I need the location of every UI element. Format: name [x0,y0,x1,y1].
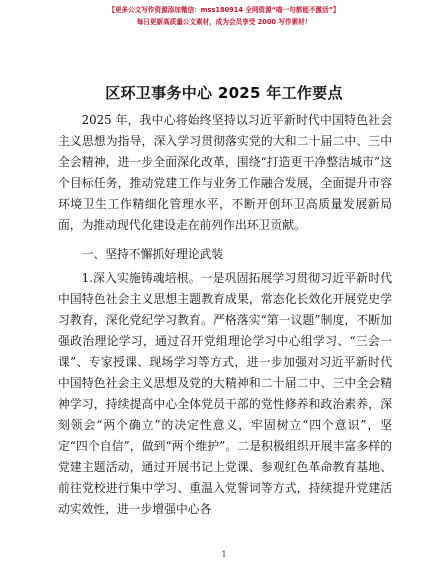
document-body [58,110,392,520]
promo-banner-line-1: 【更多公文写作资源添加微信：mss180914 全网资源“喵一句都能不激活”】 [108,6,340,14]
page-number: 1 [221,550,227,559]
section-heading: 一、坚持不懈抓好理论武装 [81,247,224,261]
intro-paragraph: 2025 年，我中心将始终坚持以习近平新时代中国特色社会主义思想为指导，深入学习贯彻落实党的大和二十届二中、三中全会精神，进一步全面深化改革，围绕“打造更干净整洁城市”这个目标任务，推动党建工作与业务工作融合发展，全面提升市容环境卫生工作精细化管理水平，不断开创环卫高质量发展新局面，为推动现代化建设走在前列作出环卫贡献。 [58,113,392,232]
promo-banner-line-2: 每日更新高质量公文素材，成为会员享受 2000 写作素材！ [136,18,312,26]
promo-banner [0,4,448,28]
section-paragraph: 1.深入实施铸魂培根。一是巩固拓展学习贯彻习近平新时代中国特色社会主义思想主题教育成果，常态化长效化开展党史学习教育，深化党纪学习教育。严格落实“第一议题”制度，不断加强政治理论学习，通过召开党组理论学习中心组学习、“三会一课”、专家授课、现场学习等方式，进一步加强对习近平新时代中国特色社会主义思想及党的大精神和二十届二中、三中全会精神学习，持续提高中心全体党员干部的党性修养和政治素养，深刻领会“两个确立”的决定性意义，牢固树立“四个意识”，坚定“四个自信”，做到“两个维护”。二是积极组织开展丰富多样的党建主题活动，通过开展书记上党课、参观红色革命教育基地、前往党校进行集中学习、重温入党誓词等方式，持续提升党建活动实效性，进一步增强中心各 [58,271,392,516]
document-title: 区环卫事务中心 2025 年工作要点 [105,84,343,102]
